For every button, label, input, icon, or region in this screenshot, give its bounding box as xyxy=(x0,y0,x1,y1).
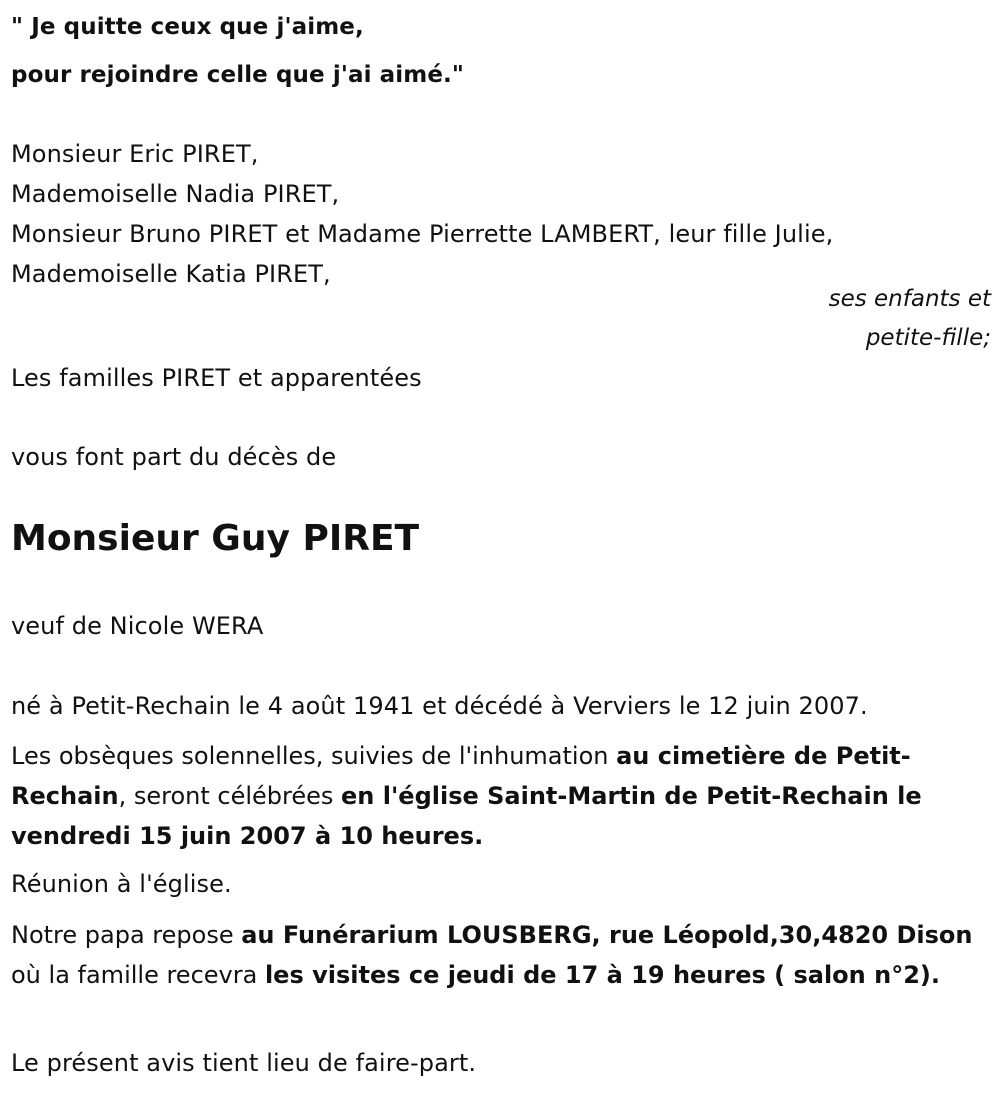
relation-line-1: ses enfants et xyxy=(828,286,991,312)
funeral-text-1: Les obsèques solennelles, suivies de l'inhumation xyxy=(11,742,617,770)
meeting-line: Réunion à l'église. xyxy=(11,870,232,898)
funeral-paragraph xyxy=(11,736,986,856)
repose-text-1: Notre papa repose xyxy=(11,921,242,949)
funeral-church-date: en l'église Saint-Martin de Petit-Rechain le vendredi 15 juin 2007 à 10 heures. xyxy=(11,782,922,850)
family-member-1: Monsieur Eric PIRET, xyxy=(11,140,259,168)
quote-line-2: pour rejoindre celle que j'ai aimé." xyxy=(11,62,464,88)
repose-funerarium: au Funérarium LOUSBERG, rue Léopold,30,4820 Dison xyxy=(241,921,973,949)
quote-line-1: " Je quitte ceux que j'aime, xyxy=(11,14,364,40)
funeral-text-2: , seront célébrées xyxy=(118,782,342,810)
repose-text-2: où la famille recevra xyxy=(11,961,265,989)
family-member-3: Monsieur Bruno PIRET et Madame Pierrette LAMBERT, leur fille Julie, xyxy=(11,220,834,248)
funeral-cemetery: au cimetière de Petit-Rechain xyxy=(11,742,911,810)
families-line: Les familles PIRET et apparentées xyxy=(11,364,422,392)
closing-line: Le présent avis tient lieu de faire-part. xyxy=(11,1049,477,1077)
family-member-2: Mademoiselle Nadia PIRET, xyxy=(11,180,340,208)
deceased-name: Monsieur Guy PIRET xyxy=(11,518,420,559)
relation-line-2: petite-fille; xyxy=(865,325,991,351)
family-member-4: Mademoiselle Katia PIRET, xyxy=(11,260,331,288)
announcement-intro: vous font part du décès de xyxy=(11,443,337,471)
repose-visits: les visites ce jeudi de 17 à 19 heures ( salon n°2). xyxy=(264,961,940,989)
birth-death-line: né à Petit-Rechain le 4 août 1941 et décédé à Verviers le 12 juin 2007. xyxy=(11,692,868,720)
widower-line: veuf de Nicole WERA xyxy=(11,612,264,640)
repose-paragraph xyxy=(11,915,986,995)
